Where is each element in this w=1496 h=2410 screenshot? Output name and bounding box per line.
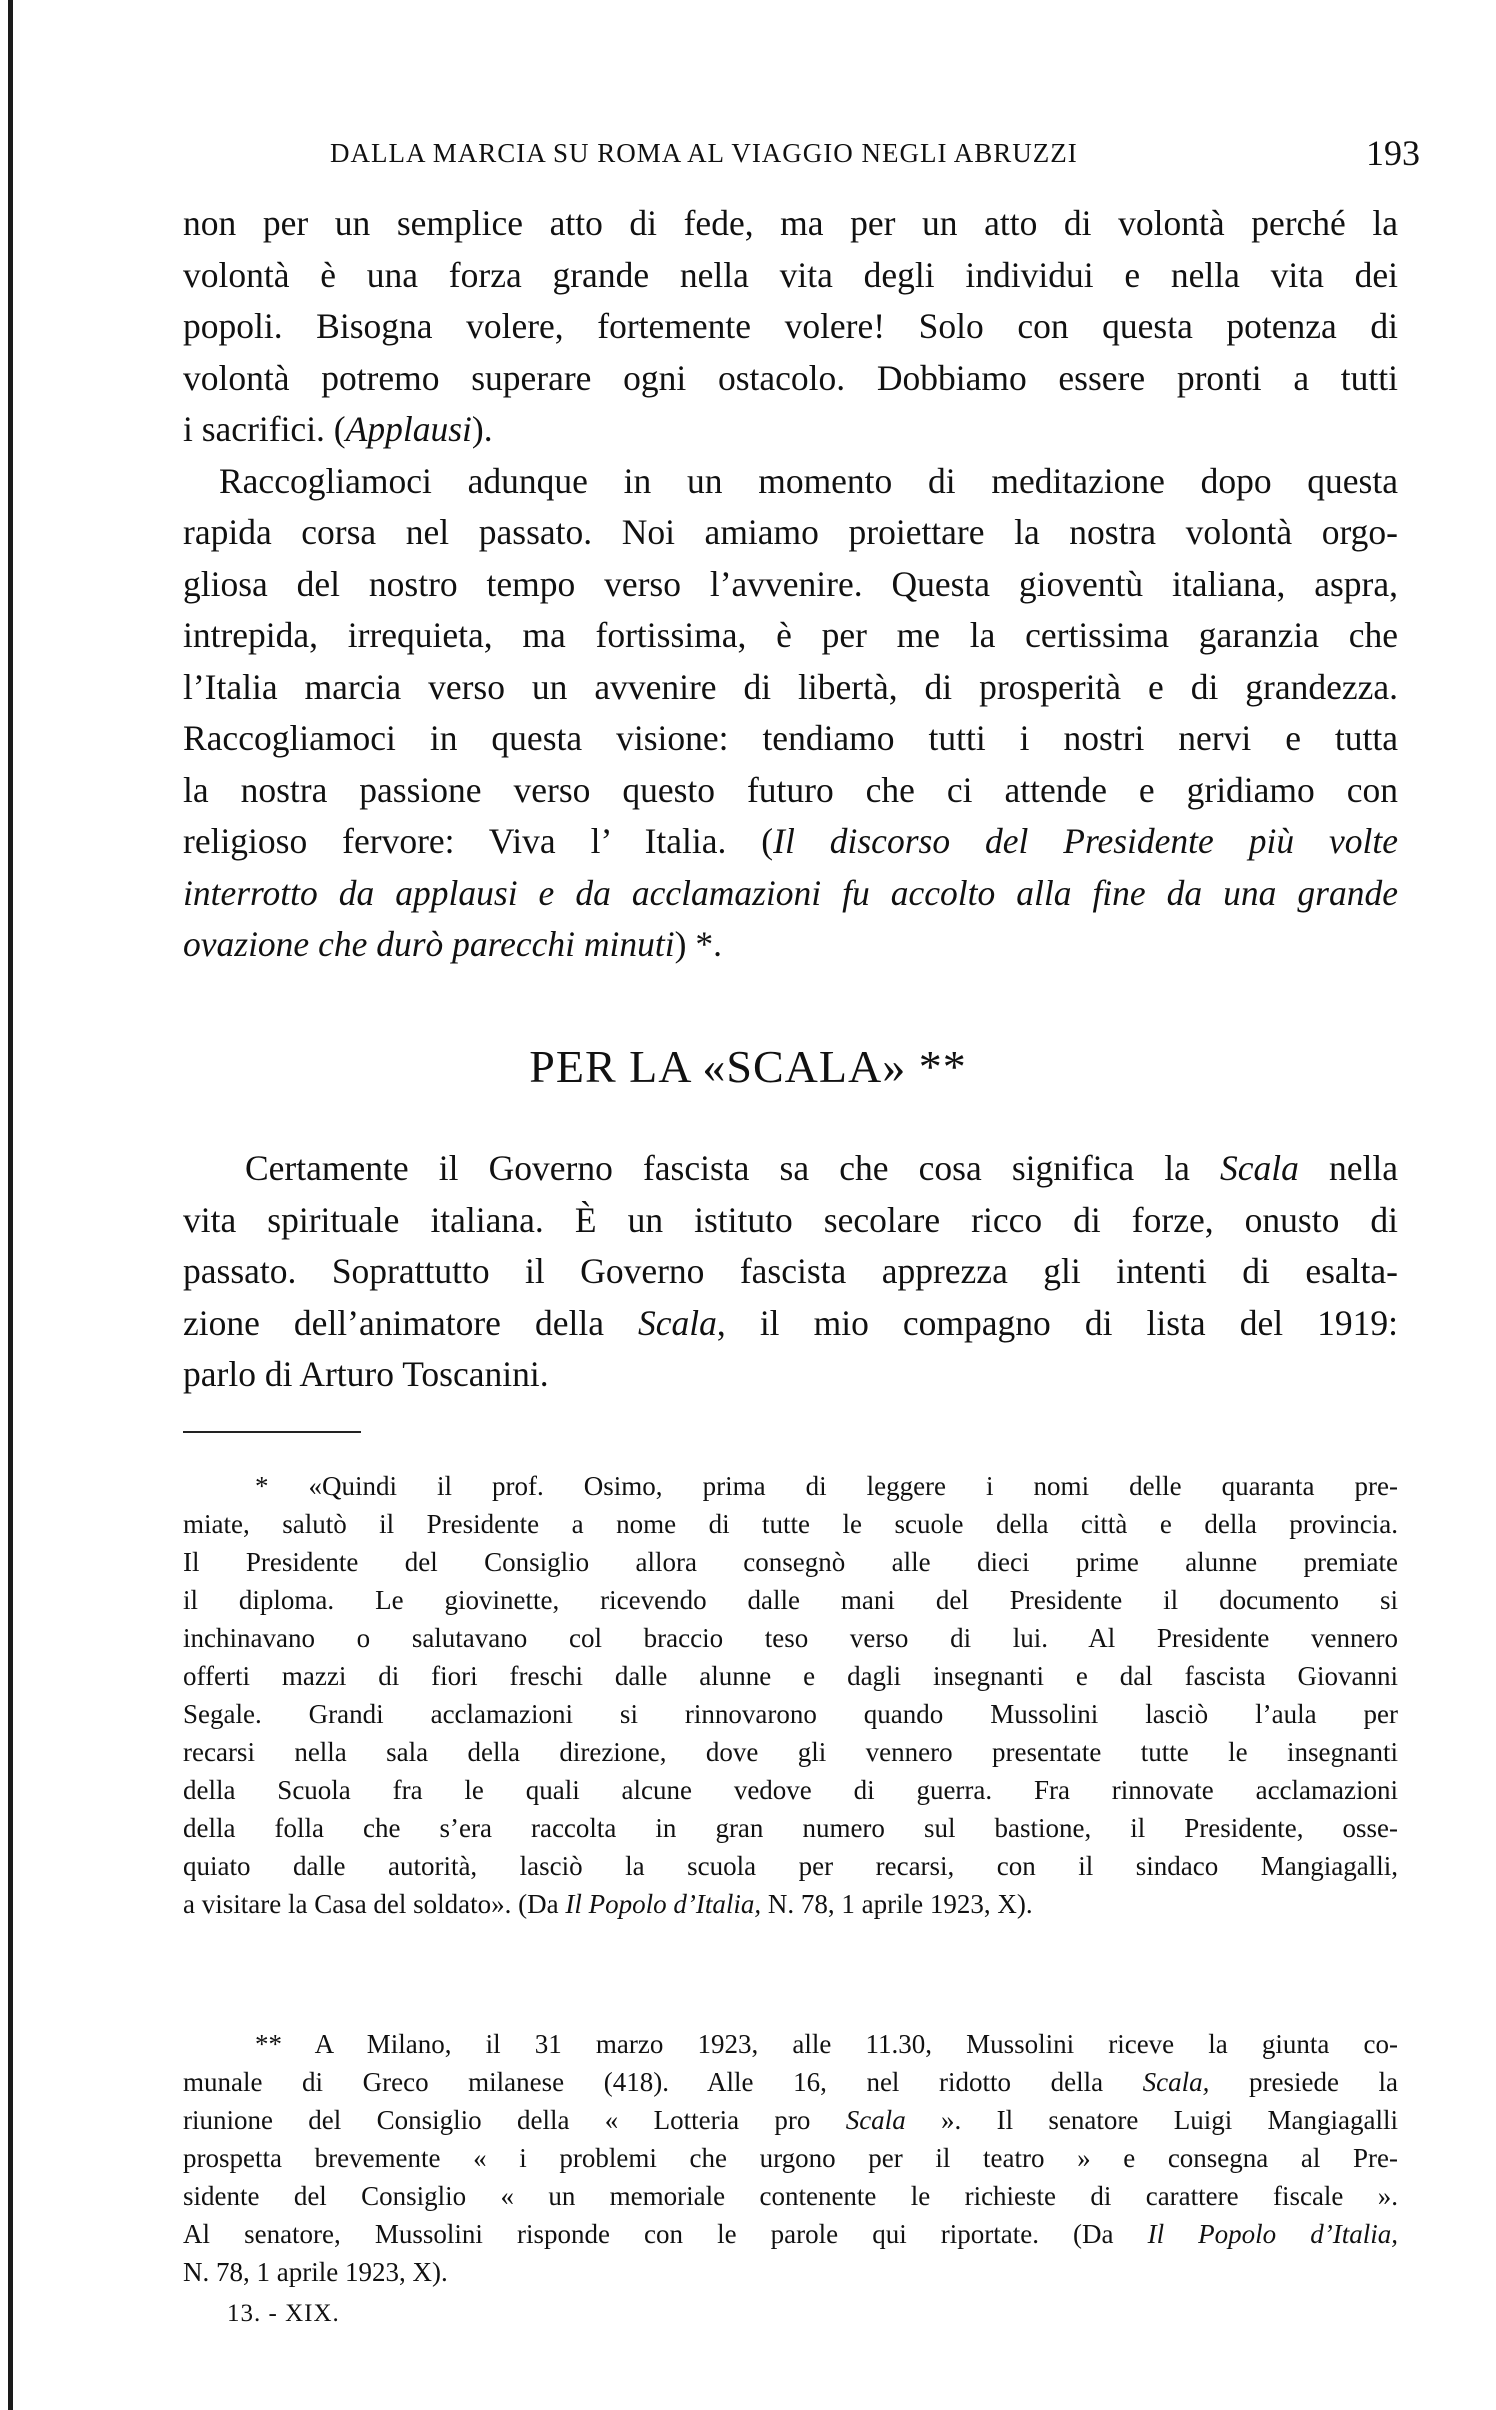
footnote-1	[183, 1467, 1398, 1923]
footnote-line: il diploma. Le giovinette, ricevendo dalle mani del Presidente il documento si	[183, 1585, 1398, 1615]
text-line: parlo di Arturo Toscanini.	[183, 1354, 549, 1394]
main-text	[183, 198, 1398, 971]
text-italic-segment: Scala	[845, 2105, 906, 2135]
text-line: rapida corsa nel passato. Noi amiamo proiettare la nostra volontà orgo-	[183, 512, 1398, 552]
footnote-line: sidente del Consiglio « un memoriale contenente le richieste di carattere fiscale ».	[183, 2181, 1398, 2211]
text-line	[183, 919, 1398, 971]
footnote-line: offerti mazzi di fiori freschi dalle alunne e dagli insegnanti e dal fascista Giovanni	[183, 1661, 1398, 1691]
scan-edge	[8, 0, 13, 2410]
text-segment: i sacrifici. (	[183, 409, 346, 449]
footnote-line	[183, 2215, 1398, 2253]
text-segment: N. 78, 1 aprile 1923, X).	[761, 1889, 1033, 1919]
text-line: popoli. Bisogna volere, fortemente volere! Solo con questa potenza di	[183, 306, 1398, 346]
section-title: PER LA «SCALA» **	[529, 1041, 967, 1092]
text-line: passato. Soprattutto il Governo fascista apprezza gli intenti di esalta-	[183, 1251, 1398, 1291]
footnote-line: Segale. Grandi acclamazioni si rinnovarono quando Mussolini lasciò l’aula per	[183, 1699, 1398, 1729]
text-line: l’Italia marcia verso un avvenire di libertà, di prosperità e di grandezza.	[183, 666, 1398, 707]
footnote-line	[183, 2101, 1398, 2139]
text-line: interrotto da applausi e da acclamazioni fu accolto alla fine da una grande	[183, 872, 1398, 913]
footnote-line: quiato dalle autorità, lasciò la scuola per recarsi, con il sindaco Mangiagalli,	[183, 1851, 1398, 1881]
footnote-line: inchinavano o salutavano col braccio teso verso di lui. Al Presidente vennero	[183, 1623, 1398, 1653]
footnote-line: recarsi nella sala della direzione, dove gli vennero presentate tutte le insegnanti	[183, 1737, 1398, 1767]
text-segment: a visitare la Casa del soldato». (Da	[183, 1889, 566, 1919]
text-segment: munale di Greco milanese (418). Alle 16, nel ridotto della	[183, 2067, 1143, 2097]
text-line: non per un semplice atto di fede, ma per un atto di volontà perché la	[183, 203, 1398, 243]
footnote-line: miate, salutò il Presidente a nome di tutte le scuole della città e della provincia.	[183, 1509, 1398, 1539]
text-line	[183, 1143, 1398, 1195]
text-line: vita spirituale italiana. È un istituto secolare ricco di forze, onusto di	[183, 1199, 1398, 1240]
text-line: volontà potremo superare ogni ostacolo. Dobbiamo essere pronti a tutti	[183, 357, 1398, 398]
footnote-line	[183, 1885, 1398, 1923]
text-segment: ) *.	[674, 924, 722, 964]
text-italic-segment: Il Popolo d’Italia,	[1147, 2219, 1398, 2249]
text-line	[183, 816, 1398, 868]
page-header	[330, 132, 1420, 182]
text-segment: ).	[471, 409, 493, 449]
text-line	[183, 1298, 1398, 1350]
text-italic-segment: Il discorso del Presidente più volte	[773, 821, 1399, 861]
text-line: la nostra passione verso questo futuro che ci attende e gridiamo con	[183, 769, 1398, 810]
text-line: Raccogliamoci in questa visione: tendiamo tutti i nostri nervi e tutta	[183, 718, 1398, 758]
text-line: intrepida, irrequieta, ma fortissima, è per me la certissima garanzia che	[183, 615, 1398, 655]
text-segment: nella	[1298, 1148, 1398, 1188]
footnote-divider	[183, 1431, 361, 1433]
footnote-line: Il Presidente del Consiglio allora consegnò alle dieci prime alunne premiate	[183, 1547, 1398, 1577]
footnote-line	[183, 2063, 1398, 2101]
signature-mark: 13. - XIX.	[227, 2300, 340, 2327]
text-segment: Al senatore, Mussolini risponde con le parole qui riportate. (Da	[183, 2219, 1148, 2249]
footnote-line: prospetta brevemente « i problemi che urgono per il teatro » e consegna al Pre-	[183, 2143, 1398, 2173]
running-title: DALLA MARCIA SU ROMA AL VIAGGIO NEGLI ABRUZZI	[330, 138, 1078, 168]
text-segment: Certamente il Governo fascista sa che cosa significa la	[245, 1148, 1220, 1188]
footnote-line: * «Quindi il prof. Osimo, prima di leggere i nomi delle quaranta pre-	[255, 1471, 1398, 1501]
text-segment: ». Il senatore Luigi Mangiagalli	[905, 2105, 1398, 2135]
text-italic-segment: ovazione che durò parecchi minuti	[183, 924, 675, 964]
text-segment: , il mio compagno di lista del 1919:	[716, 1302, 1398, 1343]
text-line: Raccogliamoci adunque in un momento di meditazione dopo questa	[219, 460, 1398, 501]
text-segment: presiede la	[1209, 2067, 1399, 2097]
text-line: volontà è una forza grande nella vita degli individui e nella vita dei	[183, 254, 1398, 295]
footnote-line: ** A Milano, il 31 marzo 1923, alle 11.30, Mussolini riceve la giunta co-	[255, 2029, 1398, 2059]
text-italic-segment: Il Popolo d’Italia,	[565, 1889, 762, 1919]
footnote-line: della Scuola fra le quali alcune vedove di guerra. Fra rinnovate acclamazioni	[183, 1775, 1398, 1805]
footnote-line: della folla che s’era raccolta in gran numero sul bastione, il Presidente, osse-	[183, 1813, 1398, 1843]
page-number: 193	[1366, 133, 1420, 173]
section-text	[183, 1143, 1398, 1401]
footnote-line: N. 78, 1 aprile 1923, X).	[183, 2257, 448, 2287]
text-line	[183, 404, 1398, 456]
text-italic-segment: Scala,	[1142, 2067, 1210, 2097]
text-italic-segment: Scala	[1220, 1148, 1299, 1188]
text-segment: religioso fervore: Viva l’ Italia. (	[183, 821, 774, 861]
text-italic-segment: Scala	[638, 1302, 717, 1343]
text-segment: riunione del Consiglio della « Lotteria pro	[183, 2105, 846, 2135]
text-line: gliosa del nostro tempo verso l’avvenire. Questa gioventù italiana, aspra,	[183, 563, 1398, 604]
footnote-2	[183, 2025, 1398, 2291]
text-segment: zione dell’animatore della	[183, 1302, 639, 1343]
text-italic-segment: Applausi	[345, 409, 472, 449]
